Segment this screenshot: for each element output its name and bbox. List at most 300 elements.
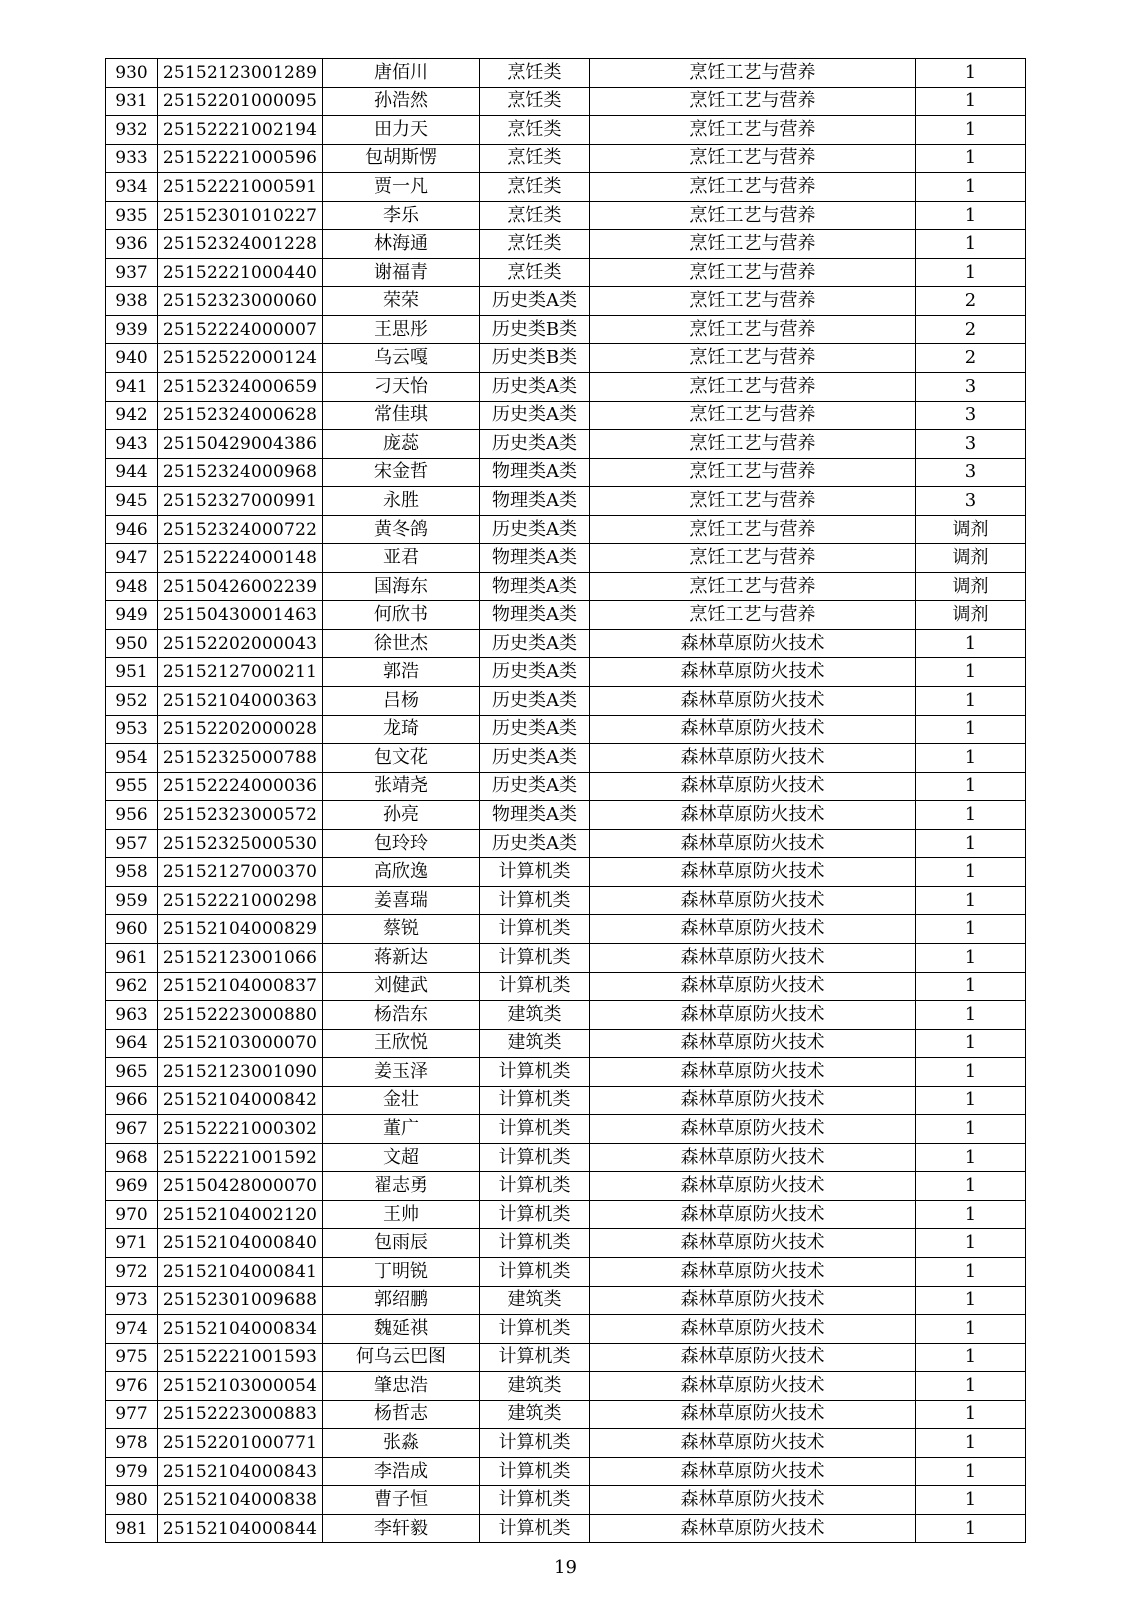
category-cell: 历史类B类 xyxy=(480,344,590,373)
name-cell: 黄冬鸽 xyxy=(323,515,480,544)
seq-cell: 937 xyxy=(106,258,158,287)
table-row xyxy=(106,829,1026,858)
category-cell: 烹饪类 xyxy=(480,230,590,259)
major-cell: 森林草原防火技术 xyxy=(590,658,916,687)
category-cell: 计算机类 xyxy=(480,1514,590,1543)
exam-id-cell: 25152224000148 xyxy=(158,544,323,573)
table-row xyxy=(106,1058,1026,1087)
major-cell: 森林草原防火技术 xyxy=(590,858,916,887)
exam-id-cell: 25152104000843 xyxy=(158,1457,323,1486)
major-cell: 森林草原防火技术 xyxy=(590,915,916,944)
major-cell: 烹饪工艺与营养 xyxy=(590,230,916,259)
table-row xyxy=(106,601,1026,630)
category-cell: 物理类A类 xyxy=(480,458,590,487)
table-body xyxy=(106,59,1026,1543)
table-row xyxy=(106,1115,1026,1144)
major-cell: 森林草原防火技术 xyxy=(590,1172,916,1201)
major-cell: 烹饪工艺与营养 xyxy=(590,344,916,373)
name-cell: 田力天 xyxy=(323,116,480,145)
choice-cell: 调剂 xyxy=(916,515,1026,544)
choice-cell: 1 xyxy=(916,972,1026,1001)
major-cell: 森林草原防火技术 xyxy=(590,772,916,801)
seq-cell: 959 xyxy=(106,886,158,915)
table-row xyxy=(106,943,1026,972)
major-cell: 森林草原防火技术 xyxy=(590,1457,916,1486)
name-cell: 孙亮 xyxy=(323,801,480,830)
table-row xyxy=(106,1400,1026,1429)
major-cell: 森林草原防火技术 xyxy=(590,1200,916,1229)
table-row xyxy=(106,1315,1026,1344)
category-cell: 历史类A类 xyxy=(480,715,590,744)
seq-cell: 977 xyxy=(106,1400,158,1429)
exam-id-cell: 25152104000363 xyxy=(158,687,323,716)
exam-id-cell: 25152123001289 xyxy=(158,59,323,88)
table-row xyxy=(106,315,1026,344)
exam-id-cell: 25152224000007 xyxy=(158,315,323,344)
choice-cell: 1 xyxy=(916,744,1026,773)
exam-id-cell: 25152221000440 xyxy=(158,258,323,287)
category-cell: 计算机类 xyxy=(480,1486,590,1515)
exam-id-cell: 25152301009688 xyxy=(158,1286,323,1315)
major-cell: 烹饪工艺与营养 xyxy=(590,287,916,316)
category-cell: 烹饪类 xyxy=(480,87,590,116)
name-cell: 姜喜瑞 xyxy=(323,886,480,915)
major-cell: 烹饪工艺与营养 xyxy=(590,173,916,202)
choice-cell: 1 xyxy=(916,59,1026,88)
choice-cell: 2 xyxy=(916,315,1026,344)
choice-cell: 1 xyxy=(916,943,1026,972)
name-cell: 孙浩然 xyxy=(323,87,480,116)
category-cell: 建筑类 xyxy=(480,1001,590,1030)
name-cell: 常佳琪 xyxy=(323,401,480,430)
choice-cell: 1 xyxy=(916,1315,1026,1344)
exam-id-cell: 25152104000838 xyxy=(158,1486,323,1515)
table-row xyxy=(106,1429,1026,1458)
exam-id-cell: 25152103000070 xyxy=(158,1029,323,1058)
seq-cell: 961 xyxy=(106,943,158,972)
major-cell: 森林草原防火技术 xyxy=(590,972,916,1001)
name-cell: 张淼 xyxy=(323,1429,480,1458)
name-cell: 庞蕊 xyxy=(323,430,480,459)
name-cell: 高欣逸 xyxy=(323,858,480,887)
choice-cell: 1 xyxy=(916,173,1026,202)
table-row xyxy=(106,1486,1026,1515)
choice-cell: 3 xyxy=(916,430,1026,459)
seq-cell: 940 xyxy=(106,344,158,373)
choice-cell: 1 xyxy=(916,829,1026,858)
category-cell: 历史类A类 xyxy=(480,829,590,858)
major-cell: 森林草原防火技术 xyxy=(590,1143,916,1172)
exam-id-cell: 25152221000596 xyxy=(158,144,323,173)
category-cell: 计算机类 xyxy=(480,1115,590,1144)
name-cell: 宋金哲 xyxy=(323,458,480,487)
seq-cell: 944 xyxy=(106,458,158,487)
major-cell: 森林草原防火技术 xyxy=(590,1001,916,1030)
choice-cell: 1 xyxy=(916,1400,1026,1429)
table-row xyxy=(106,1514,1026,1543)
major-cell: 烹饪工艺与营养 xyxy=(590,544,916,573)
table-row xyxy=(106,1200,1026,1229)
category-cell: 物理类A类 xyxy=(480,572,590,601)
name-cell: 肇忠浩 xyxy=(323,1372,480,1401)
seq-cell: 934 xyxy=(106,173,158,202)
choice-cell: 调剂 xyxy=(916,572,1026,601)
category-cell: 计算机类 xyxy=(480,972,590,1001)
category-cell: 计算机类 xyxy=(480,1457,590,1486)
category-cell: 计算机类 xyxy=(480,943,590,972)
category-cell: 物理类A类 xyxy=(480,487,590,516)
seq-cell: 933 xyxy=(106,144,158,173)
major-cell: 森林草原防火技术 xyxy=(590,1372,916,1401)
table-row xyxy=(106,715,1026,744)
table-row xyxy=(106,886,1026,915)
seq-cell: 970 xyxy=(106,1200,158,1229)
seq-cell: 955 xyxy=(106,772,158,801)
table-row xyxy=(106,373,1026,402)
major-cell: 森林草原防火技术 xyxy=(590,1086,916,1115)
exam-id-cell: 25152202000043 xyxy=(158,629,323,658)
choice-cell: 1 xyxy=(916,801,1026,830)
choice-cell: 1 xyxy=(916,1172,1026,1201)
seq-cell: 935 xyxy=(106,201,158,230)
seq-cell: 966 xyxy=(106,1086,158,1115)
seq-cell: 974 xyxy=(106,1315,158,1344)
seq-cell: 946 xyxy=(106,515,158,544)
major-cell: 烹饪工艺与营养 xyxy=(590,430,916,459)
choice-cell: 2 xyxy=(916,287,1026,316)
category-cell: 历史类A类 xyxy=(480,515,590,544)
page-number: 19 xyxy=(554,1557,577,1578)
category-cell: 烹饪类 xyxy=(480,173,590,202)
table-row xyxy=(106,258,1026,287)
choice-cell: 1 xyxy=(916,258,1026,287)
table-row xyxy=(106,1229,1026,1258)
name-cell: 何乌云巴图 xyxy=(323,1343,480,1372)
seq-cell: 932 xyxy=(106,116,158,145)
seq-cell: 967 xyxy=(106,1115,158,1144)
exam-id-cell: 25152221000298 xyxy=(158,886,323,915)
major-cell: 森林草原防火技术 xyxy=(590,1486,916,1515)
seq-cell: 948 xyxy=(106,572,158,601)
exam-id-cell: 25152221001592 xyxy=(158,1143,323,1172)
choice-cell: 1 xyxy=(916,1514,1026,1543)
exam-id-cell: 25152104002120 xyxy=(158,1200,323,1229)
exam-id-cell: 25152324000659 xyxy=(158,373,323,402)
table-row xyxy=(106,344,1026,373)
exam-id-cell: 25152104000840 xyxy=(158,1229,323,1258)
major-cell: 森林草原防火技术 xyxy=(590,1029,916,1058)
major-cell: 森林草原防火技术 xyxy=(590,1315,916,1344)
exam-id-cell: 25152221000302 xyxy=(158,1115,323,1144)
choice-cell: 1 xyxy=(916,1486,1026,1515)
category-cell: 历史类A类 xyxy=(480,772,590,801)
major-cell: 森林草原防火技术 xyxy=(590,801,916,830)
name-cell: 刘健武 xyxy=(323,972,480,1001)
table-row xyxy=(106,401,1026,430)
exam-id-cell: 25152324001228 xyxy=(158,230,323,259)
seq-cell: 953 xyxy=(106,715,158,744)
name-cell: 张靖尧 xyxy=(323,772,480,801)
exam-id-cell: 25152201000095 xyxy=(158,87,323,116)
table-row xyxy=(106,858,1026,887)
exam-id-cell: 25150429004386 xyxy=(158,430,323,459)
seq-cell: 942 xyxy=(106,401,158,430)
choice-cell: 1 xyxy=(916,1229,1026,1258)
name-cell: 国海东 xyxy=(323,572,480,601)
choice-cell: 1 xyxy=(916,1257,1026,1286)
category-cell: 计算机类 xyxy=(480,1172,590,1201)
seq-cell: 956 xyxy=(106,801,158,830)
major-cell: 烹饪工艺与营养 xyxy=(590,87,916,116)
category-cell: 烹饪类 xyxy=(480,116,590,145)
choice-cell: 1 xyxy=(916,772,1026,801)
table-row xyxy=(106,1372,1026,1401)
exam-id-cell: 25152104000834 xyxy=(158,1315,323,1344)
seq-cell: 962 xyxy=(106,972,158,1001)
table-row xyxy=(106,144,1026,173)
seq-cell: 958 xyxy=(106,858,158,887)
table-row xyxy=(106,59,1026,88)
table-row xyxy=(106,430,1026,459)
exam-id-cell: 25152104000829 xyxy=(158,915,323,944)
category-cell: 计算机类 xyxy=(480,858,590,887)
category-cell: 历史类A类 xyxy=(480,687,590,716)
category-cell: 物理类A类 xyxy=(480,801,590,830)
table-row xyxy=(106,801,1026,830)
seq-cell: 963 xyxy=(106,1001,158,1030)
seq-cell: 930 xyxy=(106,59,158,88)
name-cell: 亚君 xyxy=(323,544,480,573)
name-cell: 龙琦 xyxy=(323,715,480,744)
choice-cell: 1 xyxy=(916,87,1026,116)
category-cell: 历史类B类 xyxy=(480,315,590,344)
exam-id-cell: 25152325000788 xyxy=(158,744,323,773)
category-cell: 计算机类 xyxy=(480,1229,590,1258)
name-cell: 蔡锐 xyxy=(323,915,480,944)
name-cell: 文超 xyxy=(323,1143,480,1172)
name-cell: 魏延祺 xyxy=(323,1315,480,1344)
choice-cell: 1 xyxy=(916,1086,1026,1115)
name-cell: 林海通 xyxy=(323,230,480,259)
category-cell: 历史类A类 xyxy=(480,629,590,658)
name-cell: 郭绍鹏 xyxy=(323,1286,480,1315)
choice-cell: 1 xyxy=(916,144,1026,173)
choice-cell: 1 xyxy=(916,687,1026,716)
exam-id-cell: 25152221000591 xyxy=(158,173,323,202)
exam-id-cell: 25152201000771 xyxy=(158,1429,323,1458)
category-cell: 历史类A类 xyxy=(480,401,590,430)
major-cell: 烹饪工艺与营养 xyxy=(590,515,916,544)
name-cell: 杨浩东 xyxy=(323,1001,480,1030)
table-row xyxy=(106,1343,1026,1372)
exam-id-cell: 25152323000572 xyxy=(158,801,323,830)
choice-cell: 1 xyxy=(916,201,1026,230)
table-row xyxy=(106,1172,1026,1201)
seq-cell: 938 xyxy=(106,287,158,316)
major-cell: 森林草原防火技术 xyxy=(590,829,916,858)
major-cell: 森林草原防火技术 xyxy=(590,1229,916,1258)
name-cell: 谢福青 xyxy=(323,258,480,287)
choice-cell: 调剂 xyxy=(916,544,1026,573)
major-cell: 烹饪工艺与营养 xyxy=(590,458,916,487)
table-row xyxy=(106,1029,1026,1058)
table-row xyxy=(106,1286,1026,1315)
major-cell: 烹饪工艺与营养 xyxy=(590,201,916,230)
table-row xyxy=(106,629,1026,658)
name-cell: 荣荣 xyxy=(323,287,480,316)
seq-cell: 945 xyxy=(106,487,158,516)
seq-cell: 979 xyxy=(106,1457,158,1486)
seq-cell: 969 xyxy=(106,1172,158,1201)
category-cell: 物理类A类 xyxy=(480,544,590,573)
seq-cell: 971 xyxy=(106,1229,158,1258)
choice-cell: 调剂 xyxy=(916,601,1026,630)
category-cell: 历史类A类 xyxy=(480,744,590,773)
category-cell: 建筑类 xyxy=(480,1029,590,1058)
table-row xyxy=(106,1001,1026,1030)
seq-cell: 965 xyxy=(106,1058,158,1087)
seq-cell: 949 xyxy=(106,601,158,630)
exam-id-cell: 25152104000841 xyxy=(158,1257,323,1286)
name-cell: 唐佰川 xyxy=(323,59,480,88)
choice-cell: 1 xyxy=(916,230,1026,259)
category-cell: 历史类A类 xyxy=(480,373,590,402)
exam-id-cell: 25152324000628 xyxy=(158,401,323,430)
exam-id-cell: 25150430001463 xyxy=(158,601,323,630)
category-cell: 建筑类 xyxy=(480,1400,590,1429)
name-cell: 乌云嘎 xyxy=(323,344,480,373)
seq-cell: 968 xyxy=(106,1143,158,1172)
category-cell: 计算机类 xyxy=(480,1143,590,1172)
exam-id-cell: 25152221001593 xyxy=(158,1343,323,1372)
major-cell: 森林草原防火技术 xyxy=(590,1257,916,1286)
major-cell: 森林草原防火技术 xyxy=(590,715,916,744)
choice-cell: 1 xyxy=(916,1029,1026,1058)
exam-id-cell: 25152202000028 xyxy=(158,715,323,744)
major-cell: 森林草原防火技术 xyxy=(590,744,916,773)
major-cell: 森林草原防火技术 xyxy=(590,629,916,658)
major-cell: 森林草原防火技术 xyxy=(590,1400,916,1429)
category-cell: 建筑类 xyxy=(480,1286,590,1315)
seq-cell: 947 xyxy=(106,544,158,573)
table-row xyxy=(106,1143,1026,1172)
exam-id-cell: 25152104000842 xyxy=(158,1086,323,1115)
seq-cell: 957 xyxy=(106,829,158,858)
category-cell: 计算机类 xyxy=(480,1200,590,1229)
major-cell: 烹饪工艺与营养 xyxy=(590,116,916,145)
major-cell: 烹饪工艺与营养 xyxy=(590,487,916,516)
major-cell: 森林草原防火技术 xyxy=(590,1286,916,1315)
major-cell: 烹饪工艺与营养 xyxy=(590,601,916,630)
seq-cell: 941 xyxy=(106,373,158,402)
exam-id-cell: 25152221002194 xyxy=(158,116,323,145)
choice-cell: 1 xyxy=(916,915,1026,944)
name-cell: 丁明锐 xyxy=(323,1257,480,1286)
choice-cell: 3 xyxy=(916,373,1026,402)
table-row xyxy=(106,1086,1026,1115)
choice-cell: 2 xyxy=(916,344,1026,373)
category-cell: 历史类A类 xyxy=(480,658,590,687)
name-cell: 王欣悦 xyxy=(323,1029,480,1058)
table-row xyxy=(106,744,1026,773)
category-cell: 计算机类 xyxy=(480,1058,590,1087)
table-row xyxy=(106,201,1026,230)
major-cell: 森林草原防火技术 xyxy=(590,1115,916,1144)
name-cell: 包雨辰 xyxy=(323,1229,480,1258)
choice-cell: 1 xyxy=(916,629,1026,658)
seq-cell: 952 xyxy=(106,687,158,716)
exam-id-cell: 25152522000124 xyxy=(158,344,323,373)
major-cell: 烹饪工艺与营养 xyxy=(590,315,916,344)
choice-cell: 1 xyxy=(916,116,1026,145)
major-cell: 烹饪工艺与营养 xyxy=(590,59,916,88)
table-row xyxy=(106,658,1026,687)
choice-cell: 1 xyxy=(916,886,1026,915)
seq-cell: 954 xyxy=(106,744,158,773)
choice-cell: 1 xyxy=(916,715,1026,744)
choice-cell: 3 xyxy=(916,458,1026,487)
exam-id-cell: 25152223000880 xyxy=(158,1001,323,1030)
name-cell: 杨哲志 xyxy=(323,1400,480,1429)
name-cell: 王帅 xyxy=(323,1200,480,1229)
name-cell: 金壮 xyxy=(323,1086,480,1115)
major-cell: 森林草原防火技术 xyxy=(590,687,916,716)
name-cell: 蒋新达 xyxy=(323,943,480,972)
table-row xyxy=(106,915,1026,944)
choice-cell: 1 xyxy=(916,1343,1026,1372)
major-cell: 烹饪工艺与营养 xyxy=(590,401,916,430)
name-cell: 郭浩 xyxy=(323,658,480,687)
table-row xyxy=(106,458,1026,487)
table-row xyxy=(106,515,1026,544)
choice-cell: 1 xyxy=(916,1200,1026,1229)
choice-cell: 3 xyxy=(916,487,1026,516)
seq-cell: 936 xyxy=(106,230,158,259)
major-cell: 森林草原防火技术 xyxy=(590,1058,916,1087)
category-cell: 计算机类 xyxy=(480,1257,590,1286)
seq-cell: 943 xyxy=(106,430,158,459)
table-row xyxy=(106,487,1026,516)
exam-id-cell: 25152123001066 xyxy=(158,943,323,972)
seq-cell: 975 xyxy=(106,1343,158,1372)
category-cell: 计算机类 xyxy=(480,915,590,944)
name-cell: 李浩成 xyxy=(323,1457,480,1486)
major-cell: 森林草原防火技术 xyxy=(590,1343,916,1372)
seq-cell: 931 xyxy=(106,87,158,116)
major-cell: 烹饪工艺与营养 xyxy=(590,572,916,601)
exam-id-cell: 25152123001090 xyxy=(158,1058,323,1087)
name-cell: 包玲玲 xyxy=(323,829,480,858)
table-row xyxy=(106,572,1026,601)
exam-id-cell: 25152325000530 xyxy=(158,829,323,858)
table-row xyxy=(106,972,1026,1001)
major-cell: 森林草原防火技术 xyxy=(590,943,916,972)
exam-id-cell: 25152224000036 xyxy=(158,772,323,801)
seq-cell: 976 xyxy=(106,1372,158,1401)
table-row xyxy=(106,544,1026,573)
category-cell: 烹饪类 xyxy=(480,144,590,173)
category-cell: 计算机类 xyxy=(480,886,590,915)
name-cell: 徐世杰 xyxy=(323,629,480,658)
major-cell: 森林草原防火技术 xyxy=(590,886,916,915)
exam-id-cell: 25152127000211 xyxy=(158,658,323,687)
table-row xyxy=(106,772,1026,801)
name-cell: 吕杨 xyxy=(323,687,480,716)
major-cell: 森林草原防火技术 xyxy=(590,1514,916,1543)
table-row xyxy=(106,230,1026,259)
table-row xyxy=(106,173,1026,202)
name-cell: 永胜 xyxy=(323,487,480,516)
